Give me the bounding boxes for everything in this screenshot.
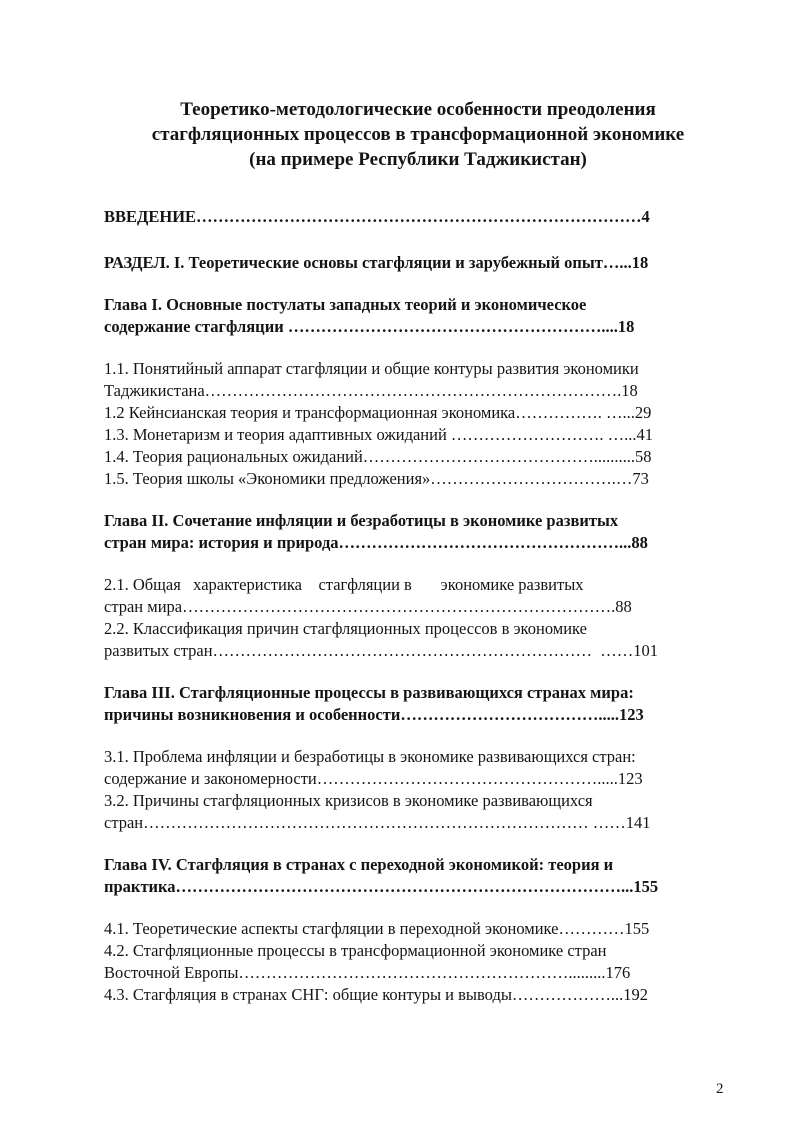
toc-entry-chapter-4-line-1: Глава IV. Стагфляция в странах с переходной экономикой: теория и xyxy=(104,855,614,874)
title-line-3: (на примере Республики Таджикистан) xyxy=(249,149,587,170)
toc-entry-3-2-line-2: стран……………………………………………………………………… ……141 xyxy=(104,813,651,832)
toc-entry-chapter-2-line-1: Глава II. Сочетание инфляции и безработицы в экономике развитых xyxy=(104,511,619,530)
document-title xyxy=(100,97,736,172)
toc-entry-4-2-line-1: 4.2. Стагфляционные процессы в трансформационной экономике стран xyxy=(104,941,607,960)
toc-entry-4-2-line-2: Восточной Европы…………………………………………………….........176 xyxy=(104,963,631,982)
toc-entry-1-2: 1.2 Кейнсианская теория и трансформационная экономика……………. …...29 xyxy=(104,403,652,422)
toc-entry-chapter-3-line-2: причины возникновения и особенности……………………………….....123 xyxy=(104,705,644,724)
toc-entry-chapter-1-line-2: содержание стагфляции …………………………………………………....18 xyxy=(104,317,635,336)
toc-entry-4-3: 4.3. Стагфляция в странах СНГ: общие контуры и выводы………………...192 xyxy=(104,985,649,1004)
toc-entry-section-1: РАЗДЕЛ. I. Теоретические основы стагфляции и зарубежный опыт…...18 xyxy=(104,253,649,272)
toc-entry-3-1-line-2: содержание и закономерности…………………………………………….....123 xyxy=(104,769,643,788)
page-number: 2 xyxy=(716,1081,724,1097)
toc-entry-chapter-1-line-1: Глава I. Основные постулаты западных теорий и экономическое xyxy=(104,295,587,314)
toc-entry-1-5: 1.5. Теория школы «Экономики предложения»…………………………….…73 xyxy=(104,469,649,488)
title-line-2: стагфляционных процессов в трансформационной экономике xyxy=(151,124,685,145)
toc-entry-1-1-line-1: 1.1. Понятийный аппарат стагфляции и общие контуры развития экономики xyxy=(104,359,639,378)
toc-entry-introduction: ВВЕДЕНИЕ………………………………………………………………………4 xyxy=(104,207,650,226)
toc-entry-chapter-2-line-2: стран мира: история и природа……………………………………………...88 xyxy=(104,533,648,552)
toc-entry-2-2-line-1: 2.2. Классификация причин стагфляционных процессов в экономике xyxy=(104,619,587,638)
toc-entry-1-4: 1.4. Теория рациональных ожиданий……………………………………..........58 xyxy=(104,447,652,466)
toc-entry-4-1: 4.1. Теоретические аспекты стагфляции в переходной экономике…………155 xyxy=(104,919,650,938)
toc-entry-chapter-4-line-2: практика………………………………………………………………………...155 xyxy=(104,877,659,896)
toc-entry-2-1-line-2: стран мира…………………………………………………………………….88 xyxy=(104,597,632,616)
toc-entry-1-3: 1.3. Монетаризм и теория адаптивных ожиданий ………………………. …...41 xyxy=(104,425,654,444)
toc-entry-chapter-3-line-1: Глава III. Стагфляционные процессы в развивающихся странах мира: xyxy=(104,683,634,702)
toc-entry-1-1-line-2: Таджикистана………………………………………………………………….18 xyxy=(104,381,638,400)
toc-entry-3-1-line-1: 3.1. Проблема инфляции и безработицы в экономике развивающихся стран: xyxy=(104,747,636,766)
toc-entry-2-2-line-2: развитых стран…………………………………………………………… ……101 xyxy=(104,641,659,660)
title-line-1: Теоретико-методологические особенности преодоления xyxy=(180,99,656,120)
toc-entry-2-1-line-1: 2.1. Общая характеристика стагфляции в экономике развитых xyxy=(104,575,584,594)
toc-entry-3-2-line-1: 3.2. Причины стагфляционных кризисов в экономике развивающихся xyxy=(104,791,593,810)
